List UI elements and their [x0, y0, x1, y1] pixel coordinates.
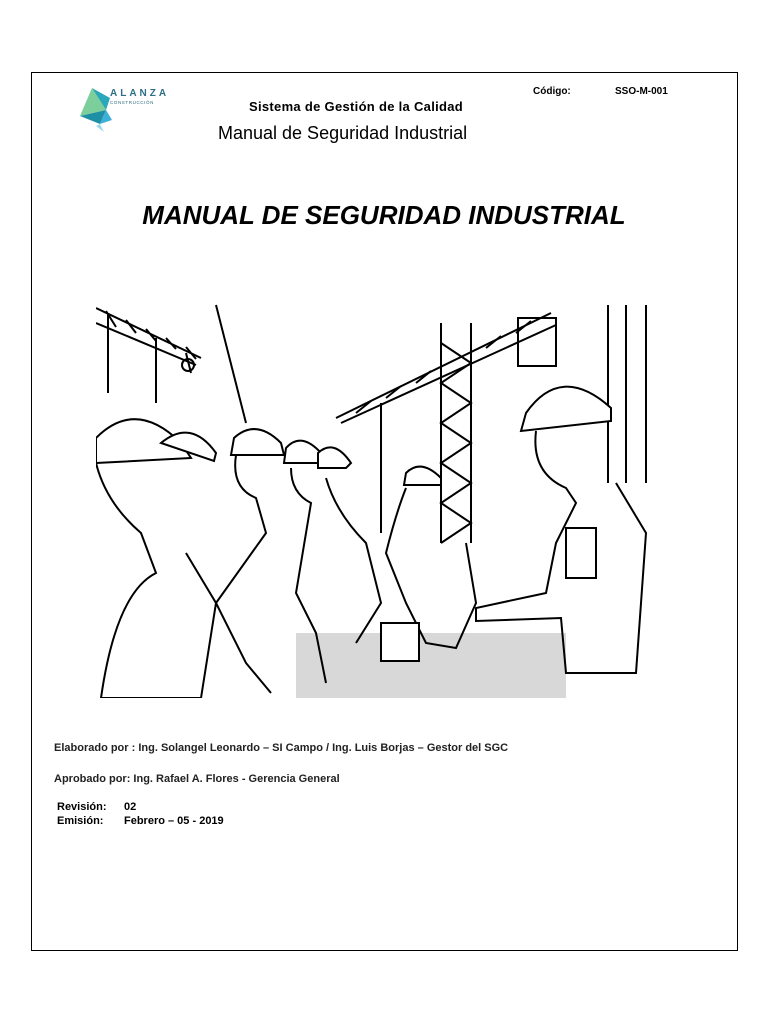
manual-subtitle: Manual de Seguridad Industrial	[218, 123, 468, 143]
code-value: SSO-M-001	[615, 86, 668, 97]
brand-subtitle: CONSTRUCCIÓN	[110, 100, 154, 105]
safety-meeting-illustration	[96, 303, 652, 698]
main-title: MANUAL DE SEGURIDAD INDUSTRIAL	[142, 200, 626, 230]
revision-value: 02	[124, 801, 137, 813]
code-label: Código:	[533, 86, 571, 97]
approved-by: Aprobado por: Ing. Rafael A. Flores - Gerencia General	[54, 773, 340, 785]
system-name: Sistema de Gestión de la Calidad	[249, 99, 464, 114]
emission-value: Febrero – 05 - 2019	[124, 815, 224, 827]
prepared-by: Elaborado por : Ing. Solangel Leonardo – SI Campo / Ing. Luis Borjas – Gestor del SGC	[54, 742, 509, 754]
brand-name: ALANZA	[110, 88, 170, 99]
emission-label: Emisión:	[57, 815, 104, 827]
revision-label: Revisión:	[57, 801, 107, 813]
